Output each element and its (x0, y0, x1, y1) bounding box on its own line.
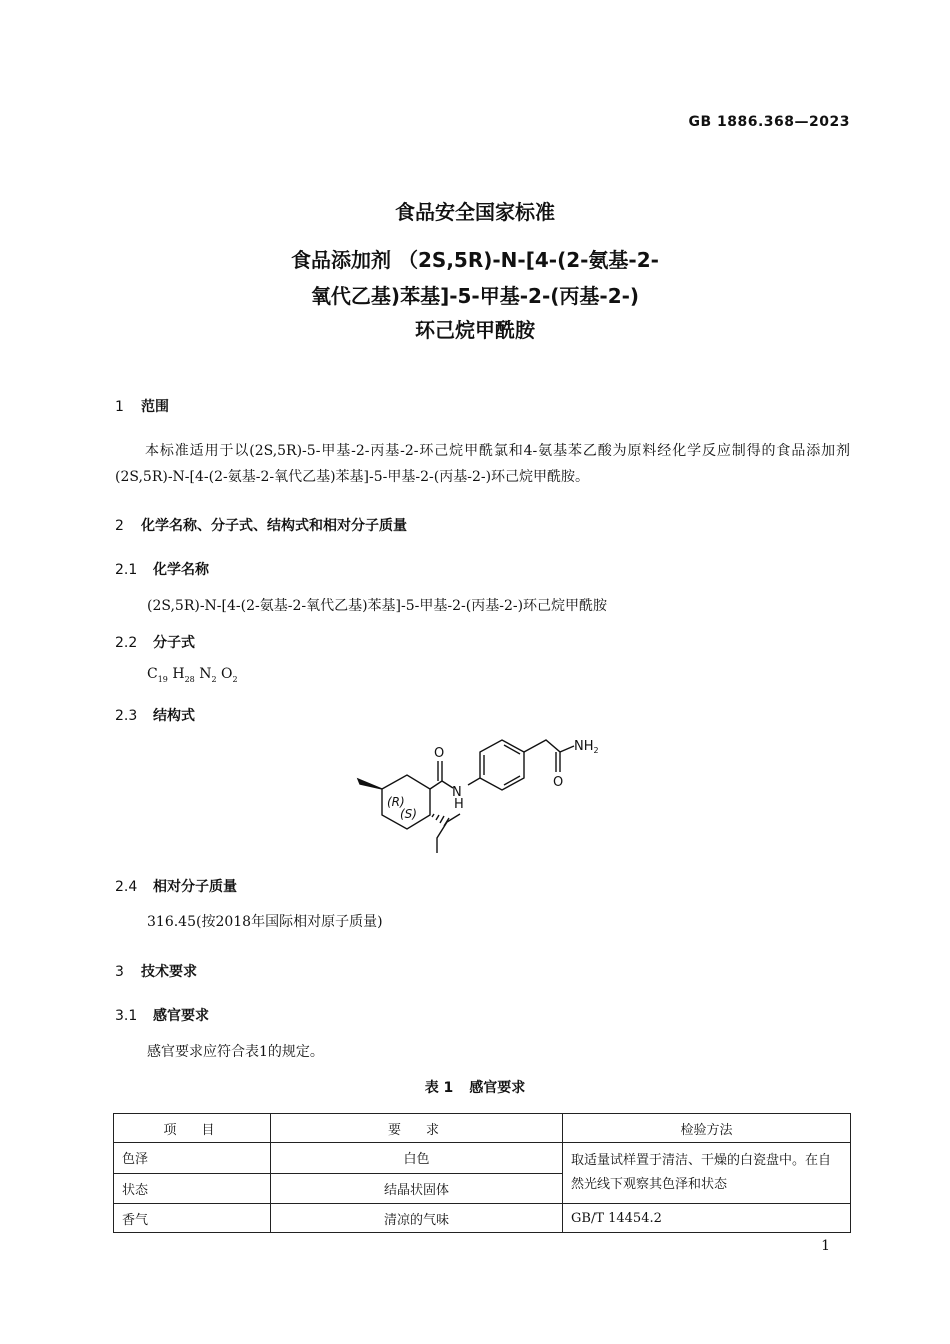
section-number: 2 (115, 518, 124, 534)
molecular-weight: 316.45(按2018年国际相对原子质量) (147, 914, 383, 930)
stereo-s-label: (S) (400, 807, 417, 821)
table-row (114, 1204, 851, 1233)
carbonyl-o-label: O (434, 746, 445, 761)
doc-title-line-3: 氧代乙基)苯基]-5-甲基-2-(丙基-2-) (310, 284, 640, 308)
amide-n-label: N (452, 785, 462, 800)
section-number: 2.4 (115, 879, 138, 895)
section-title: 感官要求 (153, 1008, 209, 1024)
cell-item: 状态 (114, 1173, 271, 1204)
section-2-heading (115, 515, 407, 535)
stereo-r-label: (R) (387, 795, 405, 809)
section-title: 相对分子质量 (153, 879, 237, 895)
section-2-4-heading (115, 876, 237, 896)
section-2-2-heading (115, 632, 195, 652)
header-requirement: 要 求 (271, 1114, 563, 1143)
section-number: 3 (115, 964, 124, 980)
section-title: 分子式 (153, 635, 195, 651)
section-number: 2.2 (115, 635, 138, 651)
doc-title-main: 食品安全国家标准 (395, 200, 555, 224)
section-1-text: 本标准适用于以(2S,5R)-5-甲基-2-丙基-2-环己烷甲酰氯和4-氨基苯乙酸为原料经化学反应制得的食品添加剂(2S,5R)-N-[4-(2-氨基-2-氧代乙基)苯基]-5-甲基-2-(丙基-2-)环己烷甲酰胺。 (115, 443, 850, 485)
sensory-requirement-text: 感官要求应符合表1的规定。 (147, 1044, 324, 1060)
standard-code: GB 1886.368—2023 (688, 114, 850, 130)
cell-requirement: 结晶状固体 (271, 1173, 563, 1204)
doc-title-line-4: 环己烷甲酰胺 (415, 318, 535, 342)
cell-requirement: 清凉的气味 (271, 1204, 563, 1233)
methyl-wedge (358, 779, 382, 789)
amide-h-label: H (454, 797, 464, 812)
section-number: 1 (115, 399, 124, 415)
section-number: 2.1 (115, 562, 138, 578)
page-number: 1 (821, 1238, 830, 1254)
chemical-name: (2S,5R)-N-[4-(2-氨基-2-氧代乙基)苯基]-5-甲基-2-(丙基-2-)环己烷甲酰胺 (147, 598, 608, 614)
section-title: 化学名称、分子式、结构式和相对分子质量 (141, 518, 407, 534)
table-number: 表 1 (424, 1080, 454, 1096)
doc-title-line-2: 食品添加剂 （2S,5R)-N-[4-(2-氨基-2- (291, 248, 659, 272)
sensory-table (113, 1113, 851, 1233)
section-2-3-heading (115, 705, 195, 725)
table-title: 感官要求 (469, 1080, 526, 1096)
section-number: 3.1 (115, 1008, 138, 1024)
section-title: 范围 (141, 399, 169, 415)
cell-item: 香气 (114, 1204, 271, 1233)
molecular-formula: $C_{19}$ $H_{28}$ $N_2$ $O_2$ (147, 666, 238, 684)
section-1-heading (115, 396, 169, 416)
section-3-heading (115, 961, 197, 981)
section-title: 化学名称 (153, 562, 209, 578)
section-title: 结构式 (153, 708, 195, 724)
table-caption (0, 1077, 950, 1097)
cell-method-merged: 取适量试样置于清洁、干燥的白瓷盘中。在自然光线下观察其色泽和状态 (563, 1143, 851, 1204)
header-method: 检验方法 (563, 1114, 851, 1143)
structural-formula (350, 738, 620, 858)
table-row (114, 1143, 851, 1174)
cell-method: GB/T 14454.2 (563, 1204, 851, 1233)
acetamide-o-label: O (553, 775, 564, 790)
section-number: 2.3 (115, 708, 138, 724)
cell-item: 色泽 (114, 1143, 271, 1174)
acetamide-chain (524, 740, 560, 772)
amide-bond (430, 761, 442, 789)
section-2-1-heading (115, 559, 209, 579)
section-3-1-heading (115, 1005, 209, 1025)
cell-requirement: 白色 (271, 1143, 563, 1174)
section-title: 技术要求 (141, 964, 197, 980)
phenyl-ring (468, 740, 524, 790)
header-item: 项 目 (114, 1114, 271, 1143)
nh2-label: $NH_2$ (574, 739, 599, 755)
table-header-row (114, 1114, 851, 1143)
